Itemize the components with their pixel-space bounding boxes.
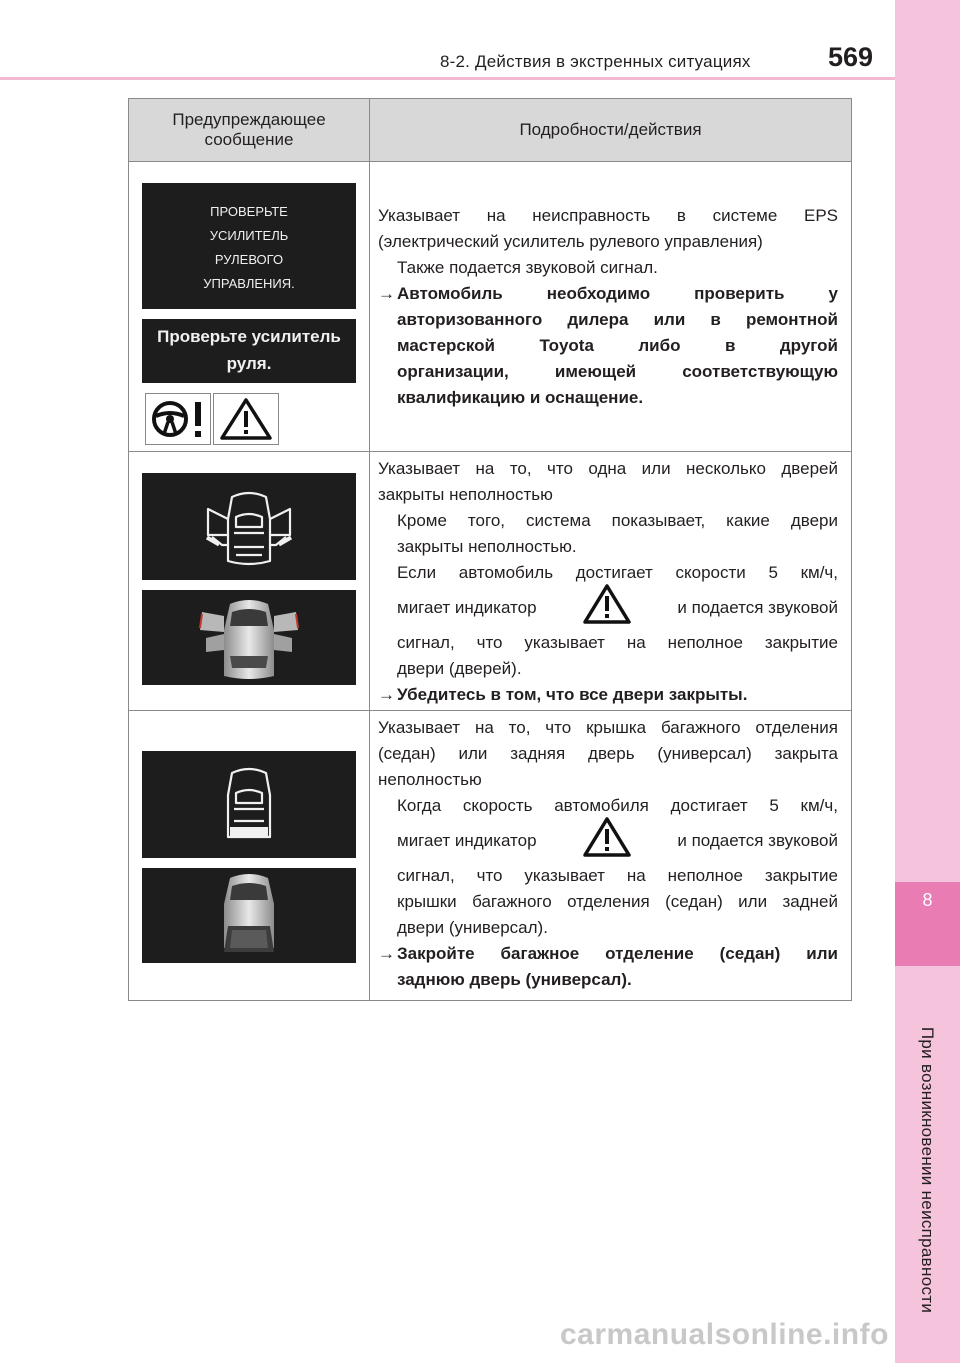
page-number: 569 (828, 42, 874, 72)
table-row (129, 711, 852, 1001)
chapter-title: При возникновении неисправности (918, 1026, 937, 1314)
details-cell: Указывает на неисправность в системе EPS (электрический усилитель рулевого управления) Также подается звуковой сигнал. → Автомобиль необходимо проверить у авторизованного дилера или в ремонтной мастерской Toyota либо в другой организации, имеющей соответствующую квалификацию и оснащение. (370, 162, 852, 452)
col-header-message: Предупреждающее сообщение (129, 99, 370, 162)
table-header-row (129, 99, 852, 162)
running-header: 8-2. Действия в экстренных ситуациях (440, 52, 751, 71)
message-cell (129, 711, 370, 1001)
indicator-line: мигает индикатор и подается звуковой (378, 819, 838, 863)
trunk-open-car-image (142, 868, 356, 963)
eps-message-panel-alt: Проверьте усилитель руля. (142, 319, 356, 383)
action-text: → Автомобиль необходимо проверить у (378, 284, 838, 303)
steering-warning-icon (145, 393, 211, 445)
trunk-open-icon (142, 751, 356, 858)
action-text: → Закройте багажное отделение (седан) или (378, 944, 838, 963)
table-row (129, 452, 852, 711)
header-rule (0, 77, 895, 80)
eps-message-panel: ПРОВЕРЬТЕ УСИЛИТЕЛЬ РУЛЕВОГО УПРАВЛЕНИЯ. (142, 183, 356, 309)
warning-table (128, 98, 852, 1001)
message-cell (129, 162, 370, 452)
message-cell (129, 452, 370, 711)
details-cell: Указывает на то, что крышка багажного отделения (седан) или задняя дверь (универсал) закрыта неполностью Когда скорость автомобиля достигает 5 км/ч, мигает индикатор и подается звуковой сигнал, что указывает на неполное закрытие крышки багажного отделения (седан) или задней двери (универсал). → Закройте багажное отделение (седан) или заднюю дверь (универсал). (370, 711, 852, 1001)
chapter-number: 8 (895, 882, 960, 966)
action-text: → Убедитесь в том, что все двери закрыты. (378, 685, 748, 704)
eps-icon-row (145, 393, 369, 445)
master-warning-icon (582, 816, 632, 866)
table-row (129, 162, 852, 452)
watermark: carmanualsonline.info (560, 1318, 889, 1351)
car-top-view-icon (142, 590, 356, 685)
col-header-details: Подробности/действия (370, 99, 852, 162)
door-open-car-image (142, 590, 356, 685)
warning-triangle-icon (213, 393, 279, 445)
master-warning-icon (582, 583, 632, 633)
indicator-line: мигает индикатор и подается звуковой (378, 586, 838, 630)
details-cell: Указывает на то, что одна или несколько дверей закрыты неполностью Кроме того, система показывает, какие двери закрыты неполностью. Если автомобиль достигает скорости 5 км/ч, мигает индикатор и подается звуковой сигнал, что указывает на неполное закрытие двери (дверей). → Убедитесь в том, что все двери закрыты. (370, 452, 852, 711)
car-top-view-icon (142, 868, 356, 963)
door-open-icon (142, 473, 356, 580)
door-open-panel (142, 473, 356, 580)
trunk-open-panel (142, 751, 356, 858)
